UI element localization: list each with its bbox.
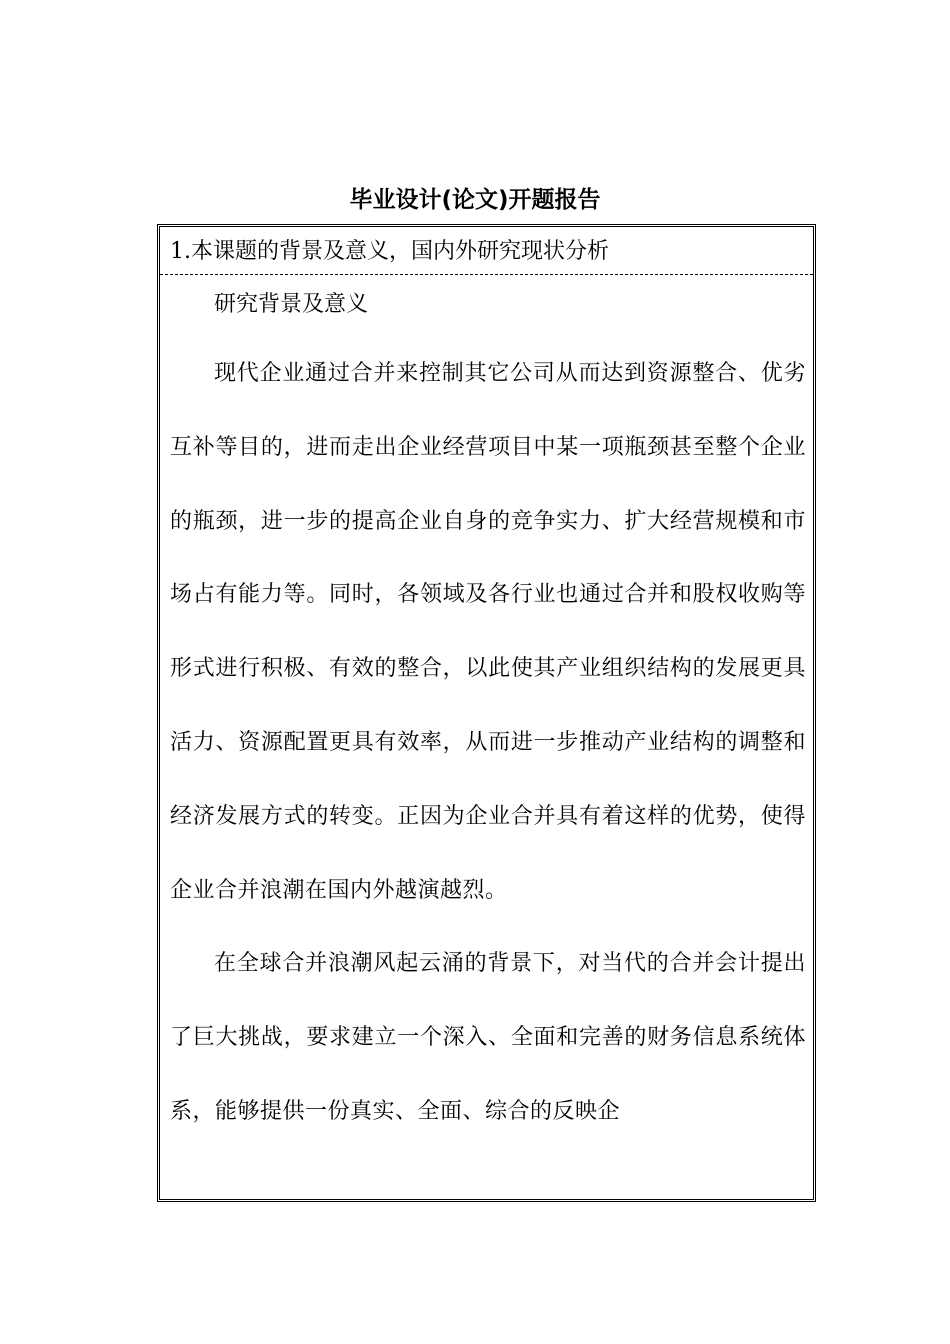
paragraph-background: 现代企业通过合并来控制其它公司从而达到资源整合、优劣互补等目的，进而走出企业经营项目中某一项瓶颈甚至整个企业的瓶颈，进一步的提高企业自身的竞争实力、扩大经营规模和市场占有能力等。同时，各领域及各行业也通过合并和股权收购等形式进行积极、有效的整合，以此使其产业组织结构的发展更具活力、资源配置更具有效率，从而进一步推动产业结构的调整和经济发展方式的转变。正因为企业合并具有着这样的优势，使得企业合并浪潮在国内外越演越烈。	[170, 361, 806, 903]
paragraph-challenge: 在全球合并浪潮风起云涌的背景下，对当代的合并会计提出了巨大挑战，要求建立一个深入、全面和完善的财务信息系统体系，能够提供一份真实、全面、综合的反映企	[170, 951, 806, 1124]
document-title: 毕业设计(论文)开题报告	[349, 187, 601, 213]
report-table	[157, 224, 816, 1202]
section-heading: 1.本课题的背景及意义，国内外研究现状分析	[160, 227, 813, 275]
section-subheading: 研究背景及意义	[214, 292, 369, 317]
section-content	[170, 277, 806, 1149]
